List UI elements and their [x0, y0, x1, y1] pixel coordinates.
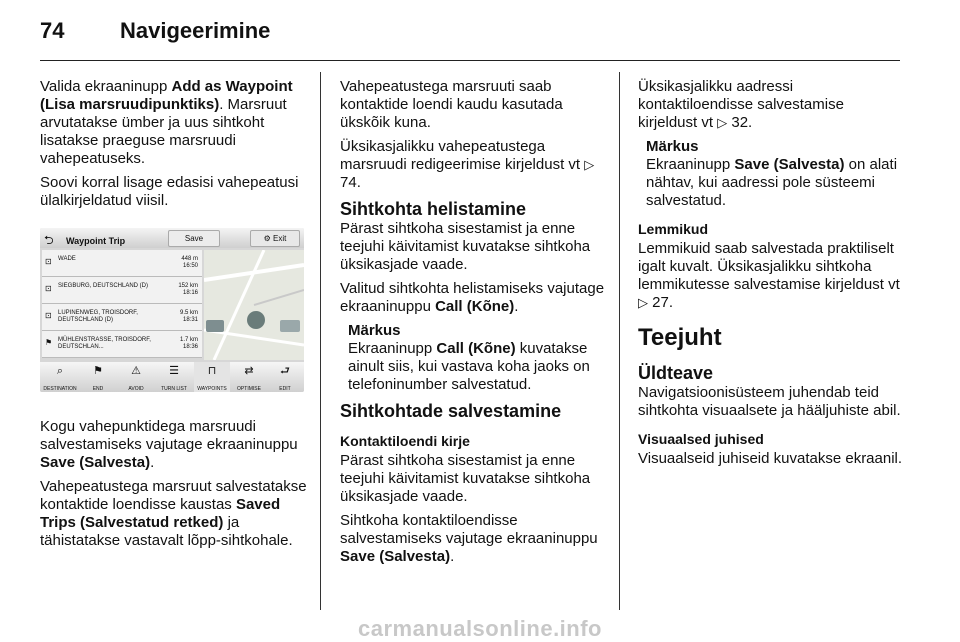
position-marker-icon: [247, 311, 265, 329]
save-button[interactable]: Save: [168, 230, 220, 247]
avoid-icon: ⚠: [131, 365, 141, 377]
list-item[interactable]: ⊡ WADE 448 m 16:50: [42, 250, 202, 277]
list-item[interactable]: ⊡ SIEGBURG, DEUTSCHLAND (D) 152 km 18:16: [42, 277, 202, 304]
paragraph: Vahepeatustega marsruuti saab kontaktide loendi kaudu kasutada ükskõik kuna.: [340, 78, 563, 131]
paragraph: Vahepeatustega marsruut salvestatakse kontaktide loendisse kaustas Saved Trips (Salvestatud retked) ja tähistatakse vastavalt lõpp-sihtkohale.: [40, 478, 307, 549]
watermark: carmanualsonline.info: [358, 616, 602, 641]
edit-button[interactable]: ⮐ EDIT: [268, 362, 302, 392]
destination-button[interactable]: ⌕ DESTINATION: [42, 362, 78, 392]
paragraph: Kogu vahepunktidega marsruudi salvestamiseks vajutage ekraaninuppu Save (Salvesta).: [40, 418, 298, 471]
screen-title: Waypoint Trip: [66, 236, 126, 246]
subsection-heading: Lemmikud: [638, 221, 709, 237]
map-roads: [204, 250, 304, 360]
paragraph: Üksikasjalikku vahepeatustega marsruudi redigeerimise kirjeldust vt ▷ 74.: [340, 138, 595, 191]
waypoints-icon: ⊓: [207, 365, 217, 377]
end-icon: ⚑: [93, 365, 103, 377]
column-1: [40, 78, 308, 556]
page-ref[interactable]: 32.: [731, 114, 753, 131]
section-heading: Sihtkohtade salvestamine: [340, 401, 562, 421]
section-heading: Sihtkohta helistamine: [340, 199, 527, 219]
column-divider: [619, 72, 620, 610]
paragraph: Valida ekraaninupp Add as Waypoint (Lisa marsruudipunktiks). Marsruut arvutatakse ümber ja uus sihtkoht lisatakse praeguse marsruudi vahepeatuseks.: [40, 78, 293, 167]
paragraph: Pärast sihtkoha sisestamist ja enne teejuhi käivitamist kuvatakse sihtkoha üksikasjade vaade.: [340, 452, 591, 505]
paragraph: Pärast sihtkoha sisestamist ja enne teejuhi käivitamist kuvatakse sihtkoha üksikasjade vaade.: [340, 220, 591, 273]
list-item[interactable]: ⊡ LUPINENWEG, TROISDORF, DEUTSCHLAND (D) 9.5 km 18:31: [42, 304, 202, 331]
waypoint-icon: ⊡: [45, 311, 52, 320]
subsection-heading: Kontaktiloendi kirje: [340, 433, 470, 449]
section-heading: Üldteave: [638, 363, 714, 383]
paragraph: Navigatsioonisüsteem juhendab teid sihtkohta visuaalsete ja hääljuhiste abil.: [638, 384, 901, 419]
note-box: Märkus Ekraaninupp Save (Salvesta) on alati nähtav, kui aadressi pole süsteemi salvestatud.: [646, 138, 898, 209]
paragraph: Visuaalseid juhiseid kuvatakse ekraanil.: [638, 450, 903, 467]
page-ref[interactable]: 74: [340, 174, 357, 191]
note-title: Märkus: [646, 138, 699, 155]
column-2: [340, 78, 608, 572]
page-title: Navigeerimine: [120, 18, 271, 43]
waypoint-icon: ⊡: [45, 257, 52, 266]
flag-icon: ⚑: [45, 338, 53, 347]
end-button[interactable]: ⚑ END: [80, 362, 116, 392]
header-rule: [40, 60, 900, 61]
map-view[interactable]: [204, 250, 304, 360]
screen-bottom-bar: [40, 362, 304, 392]
edit-icon: ⮐: [280, 365, 290, 377]
page-ref-arrow-icon: ▷: [584, 157, 595, 172]
screen-figure: [40, 228, 304, 392]
avoid-button[interactable]: ⚠ AVOID: [118, 362, 154, 392]
waypoint-icon: ⊡: [45, 284, 52, 293]
note-box: Märkus Ekraaninupp Call (Kõne) kuvatakse ainult siis, kui vastava koha jaoks on telefoninumber salvestatud.: [348, 322, 590, 393]
turn-list-button[interactable]: ☰ TURN LIST: [156, 362, 192, 392]
screen-topbar: [40, 228, 304, 248]
paragraph: Valitud sihtkohta helistamiseks vajutage ekraaninuppu Call (Kõne).: [340, 280, 605, 315]
list-item[interactable]: ⚑ MÜHLENSTRASSE, TROISDORF, DEUTSCHLAN... 1.7 km 18:36: [42, 331, 202, 358]
subsection-heading: Visuaalsed juhised: [638, 431, 764, 447]
optimise-button[interactable]: ⇄ OPTIMISE: [232, 362, 266, 392]
exit-button[interactable]: ⚙ Exit: [250, 230, 300, 247]
back-icon[interactable]: ⮌: [44, 233, 54, 247]
optimise-icon: ⇄: [244, 365, 254, 377]
page-ref-arrow-icon: ▷: [638, 295, 648, 310]
page-ref[interactable]: 27.: [652, 294, 674, 311]
page-number: 74: [40, 18, 65, 43]
note-title: Märkus: [348, 322, 401, 339]
column-3: [638, 78, 906, 474]
chapter-heading: Teejuht: [638, 324, 722, 351]
column-divider: [320, 72, 321, 610]
paragraph: Üksikasjalikku aadressi kontaktiloendisse salvestamise kirjeldust vt ▷ 32.: [638, 78, 844, 131]
search-icon: ⌕: [56, 365, 64, 377]
paragraph: Soovi korral lisage edasisi vahepeatusi ülalkirjeldatud viisil.: [40, 174, 299, 209]
page-ref-arrow-icon: ▷: [717, 115, 728, 130]
waypoints-button[interactable]: ⊓ WAYPOINTS: [194, 362, 230, 392]
paragraph: Sihtkoha kontaktiloendisse salvestamiseks vajutage ekraaninuppu Save (Salvesta).: [340, 512, 598, 565]
turn-list-icon: ☰: [169, 365, 179, 377]
waypoint-list: [42, 250, 202, 360]
paragraph: Lemmikuid saab salvestada praktiliselt igalt kuvalt. Üksikasjalikku sihtkoha lemmikutesse salvestamise kirjeldust vt ▷ 27.: [638, 240, 900, 311]
page-header: [0, 0, 960, 60]
